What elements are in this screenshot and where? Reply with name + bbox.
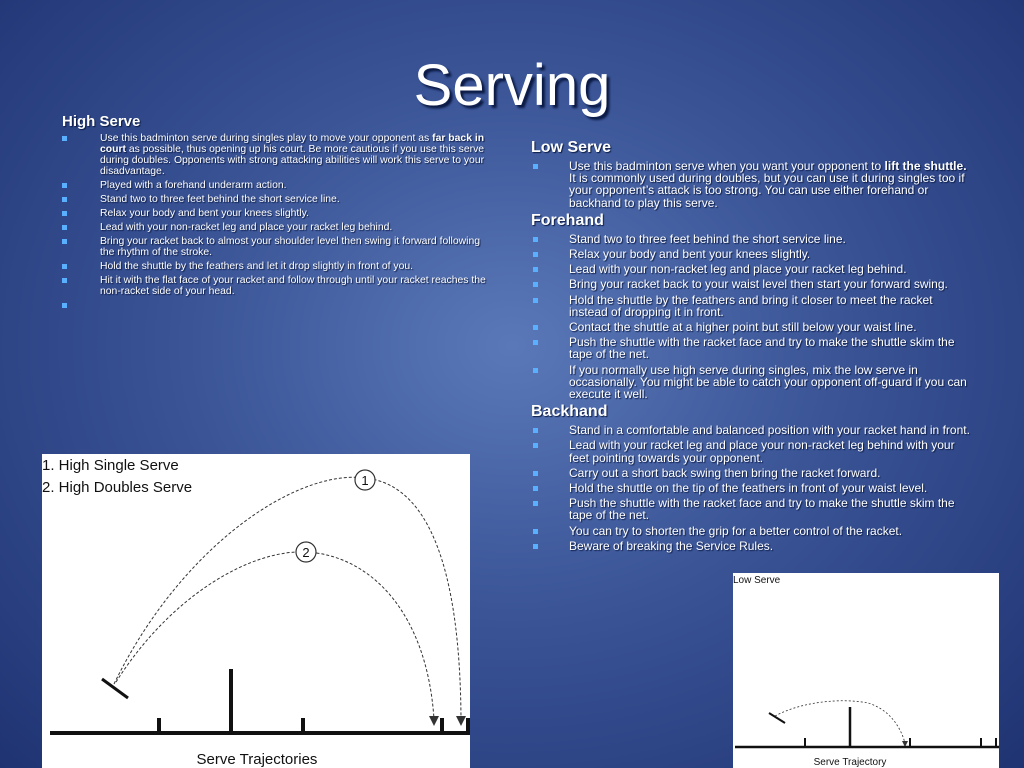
square-bullet-icon [533, 267, 538, 272]
square-bullet-icon [533, 486, 538, 491]
square-bullet-icon [62, 278, 67, 283]
list-item [531, 482, 971, 494]
marker-1-label: 1 [361, 473, 369, 488]
list-item [62, 180, 492, 191]
square-bullet-icon [533, 298, 538, 303]
item-bold-text: lift the shuttle. [884, 159, 967, 173]
square-bullet-icon [533, 282, 538, 287]
list-item [531, 248, 971, 260]
square-bullet-icon [533, 443, 538, 448]
square-bullet-icon [533, 164, 538, 169]
square-bullet-icon [62, 136, 67, 141]
list-item [62, 261, 492, 272]
low-serve-diagram [733, 573, 999, 768]
marker-2-label: 2 [302, 545, 310, 560]
list-item [531, 525, 971, 537]
list-item [531, 424, 971, 436]
low-serve-section [531, 139, 971, 555]
square-bullet-icon [62, 225, 67, 230]
list-item [531, 439, 971, 463]
item-text: Hold the shuttle on the tip of the feathers in front of your waist level. [569, 481, 928, 496]
item-text: Use this badminton serve during singles play to move your opponent as [100, 133, 433, 144]
square-bullet-icon [62, 211, 67, 216]
item-bold-text: far back in court [100, 133, 485, 155]
square-bullet-icon [533, 368, 538, 373]
list-item [62, 222, 492, 233]
trajectory-low-serve [775, 701, 905, 743]
arrow-head-icon [456, 716, 466, 726]
list-item [531, 336, 971, 360]
list-item [531, 263, 971, 275]
low-serve-heading: Low Serve [531, 139, 612, 156]
forehand-heading: Forehand [531, 211, 604, 229]
low-serve-list [531, 160, 971, 209]
list-item [531, 294, 971, 318]
item-text: Relax your body and bent your knees slightly. [100, 208, 309, 219]
list-item [531, 160, 971, 209]
item-text: Use this badminton serve when you want your opponent to [569, 159, 885, 173]
racket-icon [769, 713, 785, 723]
square-bullet-icon [533, 237, 538, 242]
legend-high-doubles-serve: 2. High Doubles Serve [42, 479, 193, 496]
high-serve-section [62, 113, 492, 314]
low-serve-diagram-title: Low Serve [733, 575, 781, 586]
forehand-list [531, 233, 971, 400]
square-bullet-icon [533, 544, 538, 549]
arrow-head-icon [429, 716, 439, 726]
item-text: Hold the shuttle by the feathers and let it drop slightly in front of you. [100, 261, 414, 272]
square-bullet-icon [62, 264, 67, 269]
list-item [531, 497, 971, 521]
list-item [531, 321, 971, 333]
item-text: Lead with your non-racket leg and place your racket leg behind. [569, 262, 907, 277]
item-text: Lead with your racket leg and place your non-racket leg behind with your feet pointing towards your opponent. [569, 438, 955, 465]
square-bullet-icon [62, 197, 67, 202]
list-item [62, 208, 492, 219]
square-bullet-icon [533, 501, 538, 506]
item-text: Stand in a comfortable and balanced position with your racket hand in front. [569, 423, 970, 438]
list-item [62, 194, 492, 205]
square-bullet-icon [533, 428, 538, 433]
high-serve-diagram [42, 454, 470, 768]
item-text: You can try to shorten the grip for a better control of the racket. [569, 523, 903, 538]
backhand-list [531, 424, 971, 552]
slide-title: Serving [413, 53, 611, 118]
list-item [531, 364, 971, 401]
backhand-heading: Backhand [531, 403, 608, 421]
item-text: Lead with your non-racket leg and place your racket leg behind. [100, 222, 393, 233]
square-bullet-icon [533, 325, 538, 330]
list-item [62, 275, 492, 297]
square-bullet-icon [62, 303, 67, 308]
list-item [531, 278, 971, 290]
list-item [531, 467, 971, 479]
diagram-caption: Serve Trajectory [813, 757, 887, 768]
diagram-caption: Serve Trajectories [196, 751, 318, 768]
list-item [531, 233, 971, 245]
low-serve-trajectory-graphic [733, 573, 999, 768]
square-bullet-icon [533, 252, 538, 257]
item-text: Stand two to three feet behind the short service line. [100, 194, 340, 205]
legend-high-single-serve: 1. High Single Serve [42, 457, 179, 474]
item-text: Played with a forehand underarm action. [100, 180, 287, 191]
high-serve-heading: High Serve [62, 113, 141, 130]
item-text: It is commonly used during doubles, but you can use it during singles too if your opponent’s attack is too strong. You can use either forehand or backhand to play this serve. [569, 171, 965, 210]
square-bullet-icon [62, 239, 67, 244]
trajectory-high-doubles [116, 552, 434, 719]
square-bullet-icon [62, 183, 67, 188]
item-text: Bring your racket back to your waist level then start your forward swing. [569, 277, 948, 292]
high-serve-trajectory-graphic [42, 454, 470, 768]
item-text: Hold the shuttle by the feathers and bring it closer to meet the racket instead of dropping it in front. [569, 292, 933, 319]
item-text: Beware of breaking the Service Rules. [569, 538, 774, 553]
square-bullet-icon [533, 340, 538, 345]
square-bullet-icon [533, 471, 538, 476]
item-text: Carry out a short back swing then bring the racket forward. [569, 465, 881, 480]
item-text: Stand two to three feet behind the short service line. [569, 231, 846, 246]
item-text: Relax your body and bent your knees slightly. [569, 247, 811, 262]
list-item [62, 236, 492, 258]
item-text: If you normally use high serve during singles, mix the low serve in occasionally. You might be able to catch your opponent off-guard if you can execute it well. [569, 362, 967, 402]
list-item [62, 300, 492, 311]
item-text: Contact the shuttle at a higher point but still below your waist line. [569, 320, 917, 335]
trajectory-high-single [114, 477, 461, 719]
item-text: as possible, thus opening up his court. Be more cautious if you use this serve during doubles. Opponents with strong attacking abilities will work this serve to your disadvantage. [100, 144, 485, 177]
item-text: Push the shuttle with the racket face and try to make the shuttle skim the tape of the net. [569, 335, 955, 362]
list-item [62, 133, 492, 177]
item-text: Push the shuttle with the racket face and try to make the shuttle skim the tape of the net. [569, 496, 955, 523]
item-text: Bring your racket back to almost your shoulder level then swing it forward following the rhythm of the stroke. [100, 236, 481, 258]
square-bullet-icon [533, 529, 538, 534]
list-item [531, 540, 971, 552]
high-serve-list [62, 133, 492, 311]
item-text: Hit it with the flat face of your racket and follow through until your racket reaches the non-racket side of your head. [100, 275, 486, 297]
